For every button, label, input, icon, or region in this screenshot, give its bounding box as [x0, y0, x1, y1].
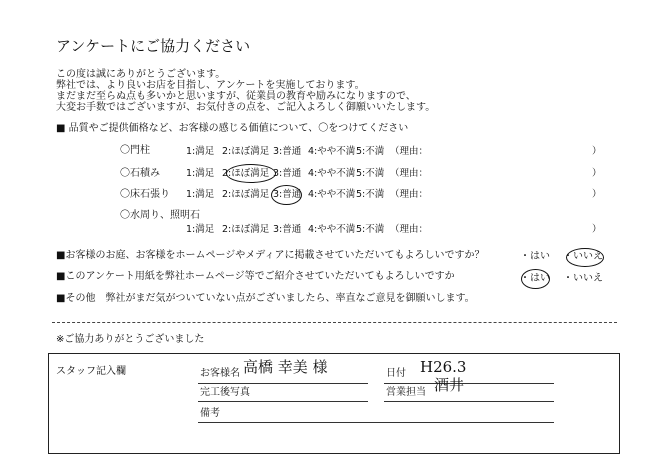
question-publish-garden: ■お客様のお庭、お客様をホームページやメディアに掲載させていただいてもよろしいですか？: [56, 250, 485, 261]
date-underline: [384, 383, 554, 384]
reason-open: （理由：: [390, 189, 429, 200]
opt-normal[interactable]: 3:普通: [273, 189, 302, 200]
reason-open: （理由：: [390, 146, 429, 157]
page-title: アンケートにご協力ください: [56, 37, 251, 55]
opt-slightly-unsatisfied[interactable]: 4:やや不満: [308, 168, 356, 179]
staff-box-title: スタッフ記入欄: [56, 366, 126, 377]
section-heading: ■ 品質やご提供価格など、お客様の感じる価値について、〇をつけてください: [56, 123, 409, 134]
reason-close: ）: [592, 146, 602, 157]
opt-unsatisfied[interactable]: 5:不満: [356, 224, 385, 235]
opt-satisfied[interactable]: 1:満足: [186, 146, 215, 157]
option-no[interactable]: ・いいえ: [563, 251, 603, 262]
remarks-label: 備考: [200, 408, 220, 419]
option-yes[interactable]: ・はい: [520, 251, 550, 262]
opt-slightly-unsatisfied[interactable]: 4:やや不満: [308, 224, 356, 235]
customer-name-value: 高橋 幸美 様: [243, 358, 328, 376]
opt-mostly-satisfied[interactable]: 2:ほぼ満足: [222, 146, 270, 157]
remarks-underline: [198, 422, 554, 423]
opt-normal[interactable]: 3:普通: [273, 146, 302, 157]
question-other-comments: ■その他 弊社がまだ気がついていない点がございましたら、率直なご意見を御願いします。: [56, 293, 475, 304]
thanks-note: ※ご協力ありがとうございました: [56, 334, 205, 345]
item-label-ishizumi: 〇石積み: [120, 168, 160, 179]
intro-line-2: 弊社では、より良いお店を目指し、アンケートを実施しております。: [56, 80, 365, 91]
date-value: H26.3: [420, 358, 467, 376]
reason-close: ）: [592, 168, 602, 179]
intro-line-1: この度は誠にありがとうございます。: [56, 69, 226, 80]
question-publish-survey: ■このアンケート用紙を弊社ホームページ等でご紹介させていただいてもよろしいですか: [56, 271, 455, 282]
opt-mostly-satisfied[interactable]: 2:ほぼ満足: [222, 189, 270, 200]
intro-line-3: まだまだ至らぬ点も多いかと思いますが、従業員の教育や励みになりますので、: [56, 91, 416, 102]
opt-normal[interactable]: 3:普通: [273, 168, 302, 179]
opt-unsatisfied[interactable]: 5:不満: [356, 189, 385, 200]
item-label-mizumawari: 〇水周り、照明石: [120, 210, 200, 221]
reason-open: （理由：: [390, 168, 429, 179]
opt-satisfied[interactable]: 1:満足: [186, 224, 215, 235]
selection-circle-mostly-satisfied: [226, 164, 276, 183]
opt-unsatisfied[interactable]: 5:不満: [356, 168, 385, 179]
intro-line-4: 大変お手数ではございますが、お気付きの点を、ご記入よろしく御願いいたします。: [56, 102, 436, 113]
dashed-separator: [52, 322, 617, 323]
sales-rep-value: 酒井: [434, 376, 465, 394]
opt-satisfied[interactable]: 1:満足: [186, 189, 215, 200]
completion-photo-label: 完工後写真: [200, 387, 250, 398]
opt-mostly-satisfied[interactable]: 2:ほぼ満足: [222, 224, 270, 235]
selection-circle-yes: [521, 269, 550, 289]
reason-close: ）: [592, 224, 602, 235]
staff-box: [48, 353, 620, 454]
option-no[interactable]: ・いいえ: [563, 273, 603, 284]
item-label-monchu: 〇門柱: [120, 145, 150, 156]
opt-satisfied[interactable]: 1:満足: [186, 168, 215, 179]
customer-name-underline: [198, 383, 368, 384]
sales-rep-underline: [384, 401, 554, 402]
selection-circle-normal: [271, 185, 302, 205]
date-label: 日付: [386, 368, 406, 379]
opt-unsatisfied[interactable]: 5:不満: [356, 146, 385, 157]
sales-rep-label: 営業担当: [386, 387, 426, 398]
reason-close: ）: [592, 189, 602, 200]
opt-slightly-unsatisfied[interactable]: 4:やや不満: [308, 189, 356, 200]
opt-mostly-satisfied[interactable]: 2:ほぼ満足: [222, 168, 270, 179]
item-label-yukaishi: 〇床石張り: [120, 189, 170, 200]
option-yes[interactable]: ・はい: [520, 273, 550, 284]
opt-normal[interactable]: 3:普通: [273, 224, 302, 235]
completion-photo-underline: [198, 401, 368, 402]
customer-name-label: お客様名: [200, 368, 240, 379]
reason-open: （理由：: [390, 224, 429, 235]
opt-slightly-unsatisfied[interactable]: 4:やや不満: [308, 146, 356, 157]
selection-circle-no: [566, 248, 604, 267]
